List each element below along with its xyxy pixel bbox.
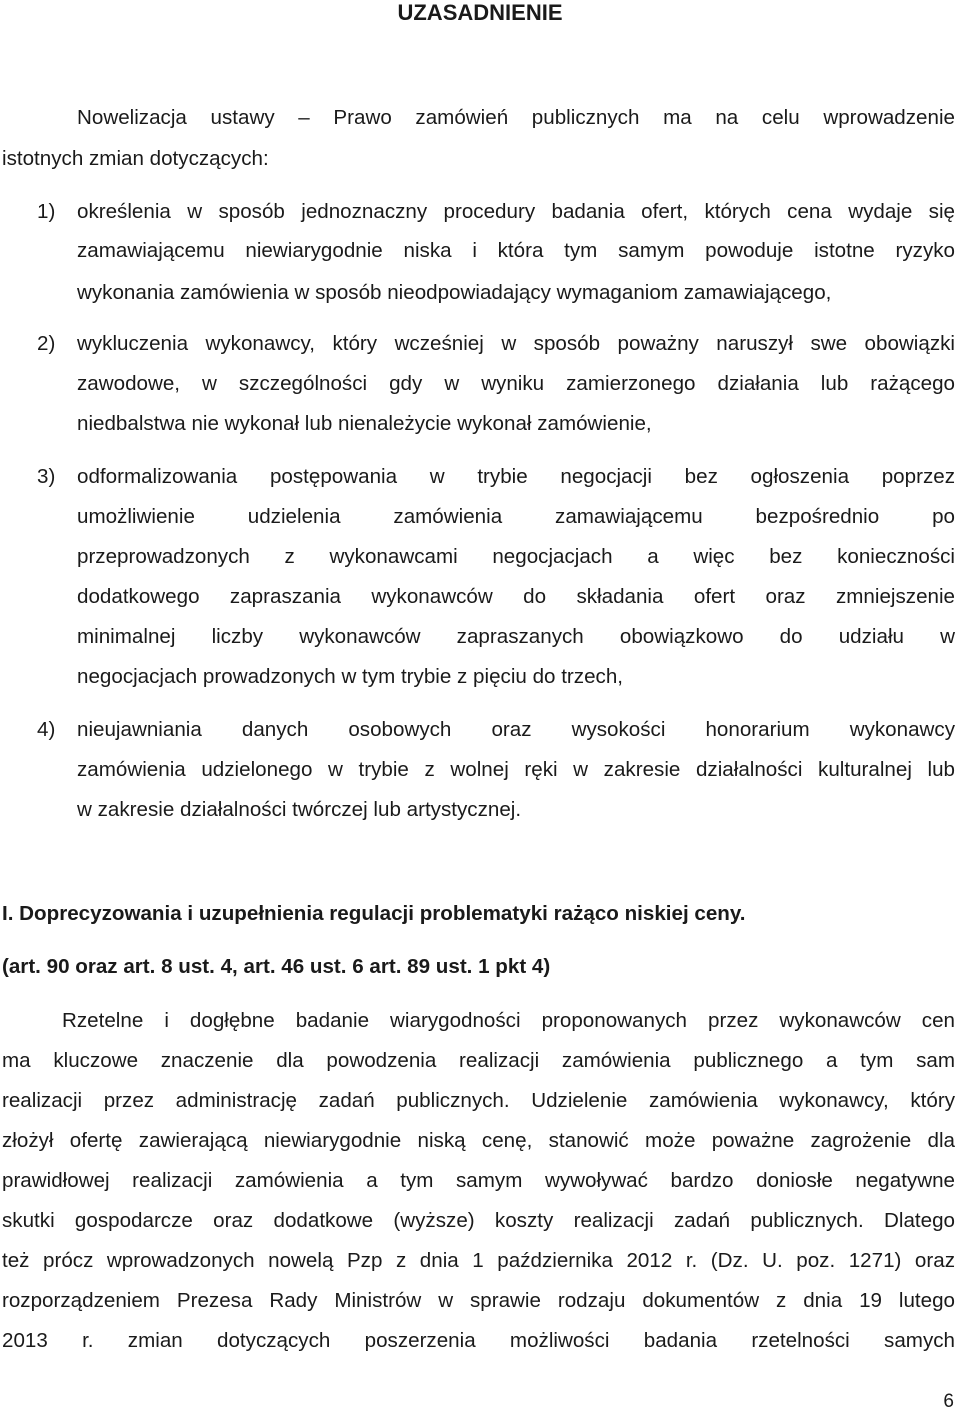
- list-item-number: 1): [37, 200, 56, 223]
- intro-line: Nowelizacja ustawy – Prawo zamówień publicznych ma na celu wprowadzenie: [77, 106, 955, 129]
- list-item-line: zawodowe, w szczególności gdy w wyniku zamierzonego działania lub rażącego: [77, 372, 955, 395]
- list-item-line: niedbalstwa nie wykonał lub nienależycie wykonał zamówienie,: [77, 412, 652, 435]
- paragraph-line: złożył ofertę zawierającą niewiarygodnie niską cenę, stanowić może poważne zagrożenie dla: [2, 1129, 955, 1152]
- list-item-number: 2): [37, 332, 56, 355]
- list-item-line: wykonania zamówienia w sposób nieodpowiadający wymaganiom zamawiającego,: [77, 281, 832, 304]
- list-item-line: dodatkowego zapraszania wykonawców do składania ofert oraz zmniejszenie: [77, 585, 955, 608]
- paragraph-line: skutki gospodarcze oraz dodatkowe (wyższe) koszty realizacji zadań publicznych. Dlatego: [2, 1209, 955, 1232]
- list-item-line: odformalizowania postępowania w trybie negocjacji bez ogłoszenia poprzez: [77, 465, 955, 488]
- paragraph-line: realizacji przez administrację zadań publicznych. Udzielenie zamówienia wykonawcy, który: [2, 1089, 955, 1112]
- list-item-line: negocjacjach prowadzonych w tym trybie z pięciu do trzech,: [77, 665, 623, 688]
- list-item-line: przeprowadzonych z wykonawcami negocjacjach a więc bez konieczności: [77, 545, 955, 568]
- list-item-line: minimalnej liczby wykonawców zapraszanych obowiązkowo do udziału w: [77, 625, 955, 648]
- paragraph-line: ma kluczowe znaczenie dla powodzenia realizacji zamówienia publicznego a tym sam: [2, 1049, 955, 1072]
- list-item-line: zamówienia udzielonego w trybie z wolnej ręki w zakresie działalności kulturalnej lub: [77, 758, 955, 781]
- paragraph-line: rozporządzeniem Prezesa Rady Ministrów w sprawie rodzaju dokumentów z dnia 19 lutego: [2, 1289, 955, 1312]
- paragraph-line: 2013 r. zmian dotyczących poszerzenia możliwości badania rzetelności samych: [2, 1329, 955, 1352]
- paragraph-line: też prócz wprowadzonych nowelą Pzp z dnia 1 października 2012 r. (Dz. U. poz. 1271) oraz: [2, 1249, 955, 1272]
- list-item-line: wykluczenia wykonawcy, który wcześniej w sposób poważny naruszył swe obowiązki: [77, 332, 955, 355]
- list-item-line: w zakresie działalności twórczej lub artystycznej.: [77, 798, 522, 821]
- list-item-number: 4): [37, 718, 56, 741]
- intro-line: istotnych zmian dotyczących:: [2, 147, 269, 170]
- list-item-line: określenia w sposób jednoznaczny procedury badania ofert, których cena wydaje się: [77, 200, 955, 223]
- list-item-line: zamawiającemu niewiarygodnie niska i która tym samym powoduje istotne ryzyko: [77, 239, 955, 262]
- paragraph-line: prawidłowej realizacji zamówienia a tym samym wywoływać bardzo doniosłe negatywne: [2, 1169, 955, 1192]
- list-item-line: umożliwienie udzielenia zamówienia zamawiającemu bezpośrednio po: [77, 505, 955, 528]
- paragraph-line: Rzetelne i dogłębne badanie wiarygodności proponowanych przez wykonawców cen: [62, 1009, 955, 1032]
- page-number: 6: [943, 1391, 954, 1412]
- list-item-number: 3): [37, 465, 56, 488]
- section-reference: (art. 90 oraz art. 8 ust. 4, art. 46 ust. 6 art. 89 ust. 1 pkt 4): [2, 955, 551, 978]
- document-title: UZASADNIENIE: [397, 0, 563, 25]
- section-heading: I. Doprecyzowania i uzupełnienia regulacji problematyki rażąco niskiej ceny.: [2, 902, 746, 925]
- list-item-line: nieujawniania danych osobowych oraz wysokości honorarium wykonawcy: [77, 718, 955, 741]
